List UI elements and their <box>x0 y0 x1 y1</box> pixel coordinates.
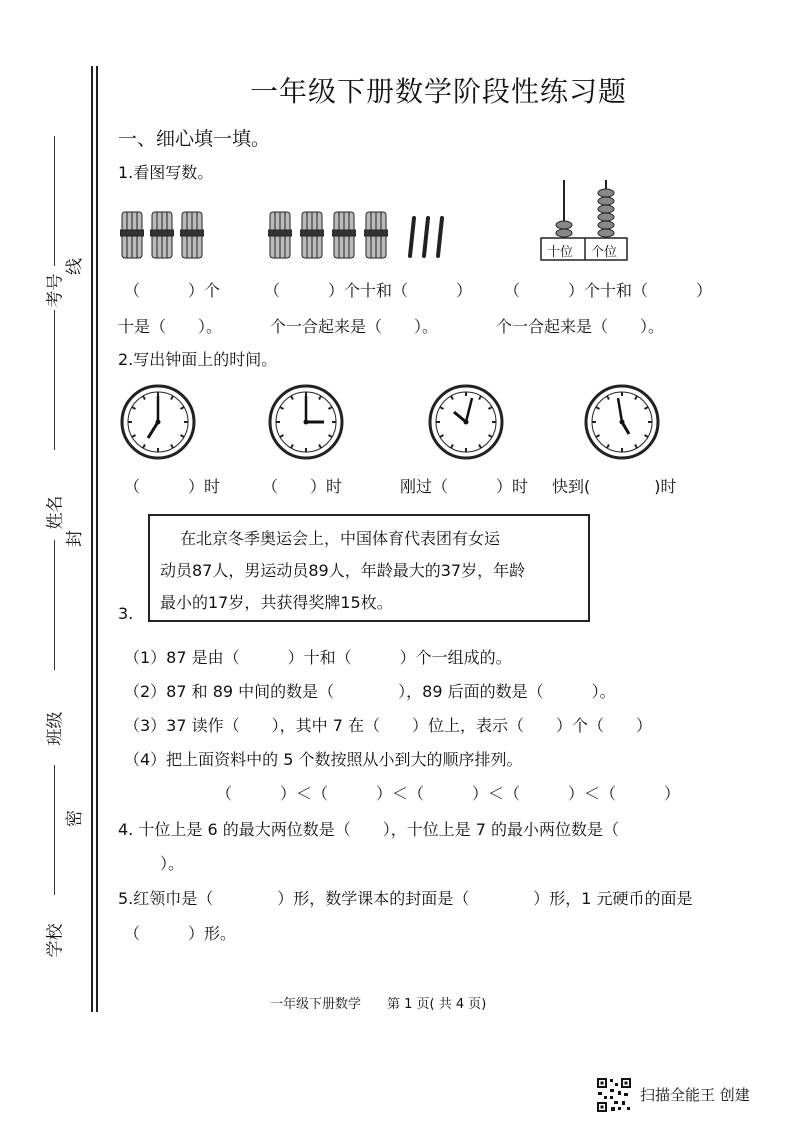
q4-line-2: ）。 <box>160 854 185 873</box>
abacus-tens-label: 十位 <box>547 245 574 260</box>
q3-box-line-2: 动员87人，男运动员89人，年龄最大的37岁，年龄 <box>160 561 526 580</box>
stick-bundle-icon <box>300 210 324 260</box>
q1-answer-5: 个一合起来是（ ）。 <box>270 317 439 336</box>
side-seal-seal: 封 <box>65 530 85 547</box>
abacus-bead <box>556 221 572 229</box>
q5-line-2: （ ）形。 <box>124 924 237 943</box>
stick-bundle-icon <box>268 210 292 260</box>
q3-order-row: （ ）＜（ ）＜（ ）＜（ ）＜（ ） <box>216 784 681 803</box>
abacus-bead <box>598 229 614 237</box>
page-title: 一年级下册数学阶段性练习题 <box>250 75 628 108</box>
side-school: 学校 <box>45 923 66 958</box>
clock-icon <box>268 384 344 460</box>
q1-label: 1.看图写数。 <box>118 163 214 182</box>
q3-info-box <box>148 514 590 622</box>
binding-line-outer <box>91 66 93 1012</box>
q1-answer-1: （ ）个 <box>124 281 221 300</box>
stick-bundle-icon <box>364 210 388 260</box>
q1-answer-2: （ ）个十和（ ） <box>264 281 473 300</box>
page-footer: 一年级下册数学 第 1 页( 共 4 页) <box>270 997 487 1012</box>
q1-answer-4: 十是（ ）。 <box>118 317 223 336</box>
q1-answer-3: （ ）个十和（ ） <box>504 281 713 300</box>
q2-answer-2: （ ）时 <box>262 477 343 496</box>
scanner-brand: 扫描全能王 创建 <box>640 1086 750 1104</box>
q5-line-1: 5.红领巾是（ ）形，数学课本的封面是（ ）形，1 元硬币的面是 <box>118 889 693 908</box>
side-exam-no-rule <box>54 136 55 266</box>
q2-answer-3: 刚过（ ）时 <box>400 477 529 496</box>
clock-icon <box>584 384 660 460</box>
stick-bundle-icon <box>332 210 356 260</box>
stick-bundle-icon <box>150 210 174 260</box>
side-class: 班级 <box>45 711 66 746</box>
clock-icon <box>120 384 196 460</box>
q3-item-1: （1）87 是由（ ）十和（ ）个一组成的。 <box>124 648 512 667</box>
q3-item-3: （3）37 读作（ ），其中 7 在（ ）位上，表示（ ）个（ ） <box>124 716 652 735</box>
abacus-bead <box>598 213 614 221</box>
abacus-bead <box>556 229 572 237</box>
binding-line-inner <box>96 66 98 1012</box>
abacus-bead <box>598 205 614 213</box>
side-class-rule-bottom <box>54 765 55 895</box>
q2-label: 2.写出钟面上的时间。 <box>118 350 278 369</box>
stick-bundle-icon <box>120 210 144 260</box>
q3-item-4: （4）把上面资料中的 5 个数按照从小到大的顺序排列。 <box>124 750 523 769</box>
q2-answer-4: 快到( )时 <box>552 477 677 496</box>
q1-answer-6: 个一合起来是（ ）。 <box>496 317 665 336</box>
side-name-rule-top <box>54 310 55 450</box>
stick-bundle-icon <box>180 210 204 260</box>
clock-icon <box>428 384 504 460</box>
side-name: 姓名 <box>45 495 66 530</box>
side-seal-secret: 密 <box>65 810 85 827</box>
abacus-bead <box>598 197 614 205</box>
q3-item-2: （2）87 和 89 中间的数是（ ），89 后面的数是（ ）。 <box>124 682 616 701</box>
abacus-ones-label: 个位 <box>591 245 618 260</box>
abacus-bead <box>598 189 614 197</box>
q3-label: 3. <box>118 604 134 623</box>
q2-answer-1: （ ）时 <box>124 477 221 496</box>
q4-line-1: 4. 十位上是 6 的最大两位数是（ ），十位上是 7 的最小两位数是（ <box>118 820 620 839</box>
side-class-rule-top <box>54 540 55 670</box>
section1-heading: 一、细心填一填。 <box>118 128 271 150</box>
abacus-bead <box>598 221 614 229</box>
side-exam-no: 考号 <box>45 273 66 308</box>
side-seal-line: 线 <box>65 258 85 275</box>
q3-box-line-3: 最小的17岁，共获得奖牌15枚。 <box>160 593 393 612</box>
qr-code-icon <box>596 1077 632 1113</box>
q3-box-line-1: 在北京冬季奥运会上，中国体育代表团有女运 <box>180 529 501 548</box>
single-sticks-icon <box>404 214 450 260</box>
